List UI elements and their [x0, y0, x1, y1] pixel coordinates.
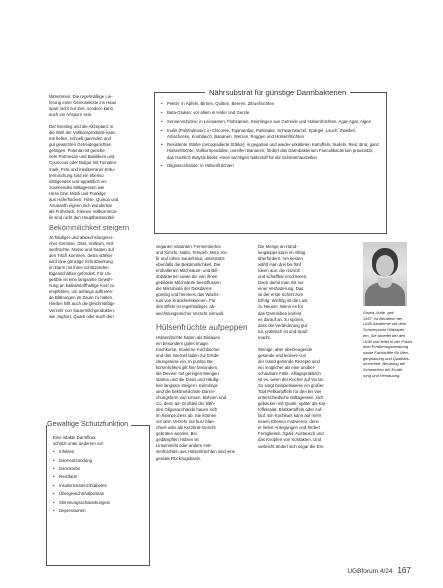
text-line: sowie Fachkräfte für Men-	[363, 349, 410, 355]
text-line: Hirse bzw. Müsli und Porridge	[49, 190, 106, 196]
text-line: senfrüchten aus Hülsenfrüchten sind eine	[156, 449, 236, 455]
text-line: Mitnehmen. Die regelmäßige Lie-	[49, 94, 113, 99]
text-line: dass die Veränderung gut	[258, 322, 307, 328]
text-line: dobakterien sowie die von ihnen	[156, 274, 218, 280]
heading-bekoemmlichkeit: Bekömmlichkeit steigern	[49, 222, 130, 232]
text-line: starten und die Dosis und Häufig-	[156, 376, 220, 382]
text-line: Eine intakte Darmflora	[53, 435, 96, 440]
text-line: Schwachen auf Ernäh-	[363, 367, 404, 373]
text-line: den Tisch kommen, desto stärker	[49, 253, 113, 259]
text-line: Fertigkeiten, Spaß, Austausch und	[258, 431, 324, 437]
text-line: ten. Sie arbeitet bei den	[363, 332, 406, 338]
text-line: ebenfalls die Bekömmlichkeit. Die	[156, 262, 221, 268]
text-line: und schaffbar erscheinen.	[258, 274, 308, 280]
text-line: auch ein Ansporn sein.	[49, 112, 93, 118]
text-line: nem Parmesan und Basilikum und	[49, 154, 115, 160]
text-line: überfordern. Am besten	[258, 256, 303, 262]
page-number: 167	[397, 566, 411, 575]
author-photo	[363, 242, 407, 306]
text-line: tut, praktisch ist und Spaß	[258, 328, 308, 334]
info-box-schutzfunktion	[46, 419, 150, 566]
info-box-title: Gewaltige Schutzfunktion	[47, 419, 131, 429]
text-line: die Devise: mit geringen Mengen	[156, 370, 219, 376]
text-line: mark, Feta und mediterraner Kräu-	[49, 166, 116, 172]
text-line: günstig und hemmen das Wachs-	[156, 292, 220, 298]
text-line: toffelsalat, Bratkartoffeln oder Auf-	[258, 407, 323, 413]
text-line: Erfolg. Wichtig ist die Lust	[258, 298, 308, 304]
text-line: Gisela Unde, gek.	[363, 310, 395, 315]
text-line: vielleicht ändert sich sogar die Ein-	[258, 443, 325, 449]
text-line: wird eine günstige Schutzwirkung	[49, 259, 113, 265]
text-line: mit hellen, schnell garenden und	[49, 136, 111, 142]
text-line: das Knüpfen von Kontakten. Und	[258, 437, 322, 443]
text-line: den Oligosaccharide bauen sich	[156, 407, 218, 413]
list-item: • Beta-Glukan: vor allem in Hafer und Gerste	[161, 110, 380, 116]
text-line: im Keimprozess ab. Sie können	[156, 413, 217, 419]
text-line: Die Menge an Hand-	[258, 244, 298, 249]
text-line: das Darmleben kommt	[258, 310, 302, 316]
text-line: UGB und leitet in der Praxis	[363, 338, 413, 344]
text-line: Schwerpunkt Hildesper-	[363, 327, 406, 333]
text-line: termischung sind ein ebenso	[49, 172, 104, 178]
text-line: die Mikrobiota der Dickdarms	[156, 286, 212, 292]
text-line: im Darm mit ihren schützenden	[49, 265, 109, 271]
text-line: wählt man drei bis fünf	[258, 262, 301, 268]
list-item: • Reizdarm	[53, 474, 143, 480]
page-footer	[347, 566, 411, 575]
text-line: es darauf an, zu spüren,	[258, 316, 305, 322]
text-line: unterschiedliche Mittagessen, sich	[258, 395, 324, 401]
text-line: zusehendes Mittagessen wie	[49, 184, 105, 190]
text-line: zu Neuem. Wenn es für	[258, 304, 304, 310]
list-item: • Resistente Stärke (retrogradierte Stärke): in gegarten und wieder erkalteten Kartoffeln, Nudeln, Reis; Brot, ganz Hülsenfrüchte, Vollkornprodukte, unreifen Bananen; fördert das Darmbakterium Faecalibacterium prausnitzii, das reichlich Butyrat bildet, einen wichtigen Nährstoff für die Schleimhautzellen	[161, 142, 380, 160]
text-line: veganen Varianten. Fermentiertes	[156, 244, 221, 249]
text-line: neuen Ebenen motivieren, denn	[258, 419, 319, 425]
text-line: ein besonders gutes Image.	[156, 340, 210, 346]
text-line: Verzehr von Sauermilchprodukten,	[49, 307, 115, 313]
text-line: chungsform von Linsen, Bohnen und	[156, 395, 226, 401]
text-line: empfehlen, um anfangs auftreten-	[49, 289, 114, 295]
column-2	[156, 244, 256, 462]
text-line: gebacken mit Quark, später als Kar-	[258, 401, 327, 407]
paragraph-intro	[49, 94, 152, 118]
column-3	[258, 244, 358, 450]
text-line: den Effekt ist regelmäßiger, ab-	[156, 304, 216, 310]
text-line: er liefert Anregungen und fördert	[258, 425, 320, 431]
list-item: • Inulin (Polyfruktose): in Chicorée, Topinambur, Pastinake, Schwarzwurzel, Spargel, Lauch, Zwiebel, Artischocke, Knoblauch, Bananen, Weizen, Roggen und Hülsenfrüchten	[161, 128, 380, 140]
paragraph-rezepte	[258, 347, 358, 450]
text-line: 1957, ist Beraterin der	[363, 315, 403, 321]
text-line: gedämpften Hülsen ist	[156, 437, 199, 443]
text-line: ist der erste Schritt zum	[258, 292, 304, 298]
text-line: der Hand gehende Rezepte sind	[258, 358, 320, 364]
text-line: kömmlichkeit gilt hier besonders	[156, 364, 218, 370]
text-line: Ideen aus, die reizvoll	[258, 268, 300, 274]
column-1	[49, 94, 152, 320]
text-line: Dann damit man mit nur	[258, 280, 304, 286]
text-line: Co, denn am Großteil der bläh-	[156, 401, 216, 407]
text-line: sind die bekömmlichste Darrei-	[156, 388, 215, 394]
text-line: ckungsreise ein. In punkto Be-	[156, 358, 214, 364]
text-line: lis sind nicht den Hauptbestandteil	[49, 214, 115, 220]
text-line: genplanung und Qualitäts-	[363, 355, 410, 361]
text-line: ferung einer Gemüsekiste ins Haus	[49, 100, 117, 106]
text-line: lungstipps kann im Alltag	[258, 250, 306, 256]
list-item: • Stimmungsschwankungen/	[53, 500, 143, 506]
text-line: senfrüchte, Nüsse und Saaten auf	[49, 247, 114, 253]
text-line: wie Joghurt, Quark oder auch den	[49, 313, 114, 319]
text-line: wechslungsreicher Verzehr sinnvoll.	[156, 310, 225, 316]
text-line: de Blähungen im Zaum zu halten.	[49, 295, 114, 301]
text-line: UGB-Akademie mit dem	[363, 321, 407, 327]
text-line: lauf. Ein Kochkurs kann auf mehr	[258, 413, 322, 419]
text-line: Linsenmehl oder andere Hül-	[156, 443, 212, 449]
text-line: Je häufiger und abwechslungsrei-	[49, 234, 114, 240]
text-line: einer Veränderung. Das	[258, 286, 304, 292]
info-box-intro	[47, 426, 149, 447]
text-line: geniale Rückzugsbasis.	[156, 455, 202, 461]
text-line: Topf Pellkartoffeln für drei bis vier	[258, 389, 322, 395]
text-line: Hülsenfrüchte haben als Eiklauen	[156, 334, 221, 340]
text-line: fir und rohes Sauerkraut, unterstützt	[156, 256, 225, 262]
text-line: Hierbei hilft auch die gleichmäßige	[49, 301, 115, 307]
list-item: • Pektin: in Äpfeln, Birnen, Quitten, Beeren, Zitrusfrüchten	[161, 101, 380, 107]
text-line: gelingen. Polenta mit geriebe-	[49, 148, 107, 154]
text-line: spart nicht nur Zeit, sondern kann	[49, 106, 114, 112]
text-line: gesunde und leckere von	[258, 352, 307, 358]
list-item: • Oligosaccharide: in Hülsenfrüchten	[161, 163, 380, 169]
text-line: tum von Krankheitskeimen. Für	[156, 298, 216, 304]
text-line: Kochkurse, moderne Kochbücher	[156, 346, 220, 352]
text-line: nung an ballaststoffhaltige Kost zu	[49, 283, 115, 289]
text-line: rung und Verdauung.	[363, 372, 401, 378]
text-line: und das Internet laden zur Entde-	[156, 352, 220, 358]
text-line: So sorgt beispielsweise ein großer	[258, 383, 324, 389]
paragraph-huelsenfruechte	[156, 335, 256, 462]
list-item: • Depressionen	[53, 508, 143, 514]
paragraph-vollkorn	[49, 124, 152, 221]
text-line: schützt unter anderem vor:	[53, 441, 105, 447]
info-box-naehrsubstrat	[154, 88, 387, 234]
text-line: gebildete Milchsäure beeinflussen	[156, 280, 221, 286]
text-line: keit langsam steigern. Keimlinge	[156, 382, 218, 388]
info-box-title: Nährsubstrat für günstige Darmbakterien	[205, 87, 350, 98]
text-line: eine Ernährungsberatung	[363, 344, 409, 350]
text-line: als Frühstück. Kleinen Vollkornmüs-	[49, 208, 118, 214]
text-line: Eigenschaften gefördert. Für Un-	[49, 271, 112, 277]
heading-huelsenfruechte: Hülsenfrüchte aufpeppen	[156, 322, 248, 332]
list-item: • Darmentzündung	[53, 458, 143, 464]
journal-name: UGBforum 4/24	[347, 568, 393, 575]
text-line: enthaltenen Milchsäure- und Bifi-	[156, 268, 219, 274]
list-item: • Darmkrebs	[53, 466, 143, 472]
text-line: gebraten werden. Bei	[156, 431, 197, 437]
author-caption	[363, 310, 413, 378]
text-line: gut gewürzten Getreidegerichten	[49, 142, 112, 148]
text-line: Couscous oder Bulgur mit Tomaten-	[49, 160, 118, 166]
text-line: ist es, wenn der Kocher auf Vorrat.	[258, 376, 324, 382]
text-line: cher Gemüse, Obst, Vollkorn, Hül-	[49, 240, 115, 246]
list-item: • Insulinresistenz/Diabetes	[53, 483, 143, 489]
list-item: • Sonnenschirme: in Leinsamen, Flohsamen, Keimlingen aus Getreide und Hülsenfrüchten, Agar-Agar, Algen	[161, 119, 380, 125]
text-line: Wenige, aber überzeugende	[258, 346, 313, 352]
text-line: sicherheit. Beratung bei	[363, 361, 406, 367]
paragraph-handlungstipps	[258, 244, 330, 341]
text-line: schaubare Fülle. Alltagspraktisch	[258, 370, 321, 376]
text-line: ein möglicher als eine unüber-	[258, 364, 316, 370]
paragraph-fermentiert	[156, 244, 256, 317]
text-line: Der Einstieg und die Akzeptanz in	[49, 124, 114, 130]
text-line: geübte ist eine langsame Gewöh-	[49, 277, 114, 283]
text-line: und Kimchi, Natto, Tempeh, Miso, Ke-	[156, 250, 229, 256]
text-line: Amaranth eignen sich wunderbar	[49, 202, 113, 208]
text-line: sättigendes und appetitlich an-	[49, 178, 108, 184]
list-item: • Infekten	[53, 449, 143, 455]
text-line: chiert oder als Kurzbrat-Gericht	[156, 425, 216, 431]
text-line: vor dem Verzehr nur kurz blan-	[156, 419, 215, 425]
list-item: • Übergewicht/Adipositas	[53, 491, 143, 497]
paragraph-bekoemmlichkeit	[49, 235, 152, 320]
text-line: die Welt der Vollkornprodukte kann	[49, 130, 116, 136]
text-line: aus Haferflocken, Hirse, Quinoa und	[49, 196, 119, 202]
text-line: macht.	[258, 334, 271, 340]
